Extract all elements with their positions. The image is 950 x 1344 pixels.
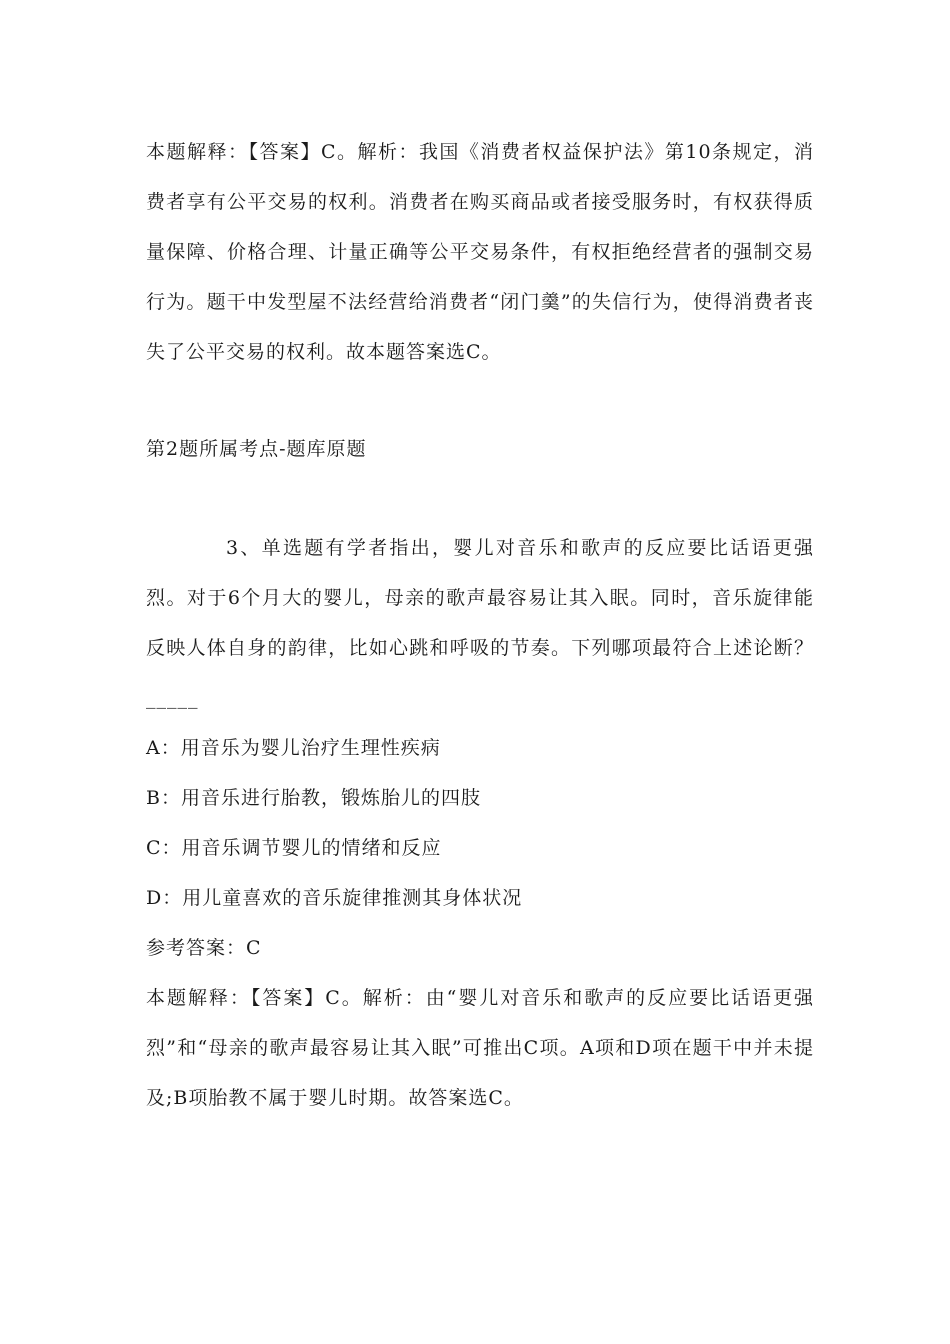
- option-a: A：用音乐为婴儿治疗生理性疾病: [146, 737, 441, 759]
- spacer: [146, 474, 814, 523]
- explanation-paragraph-q2: 本题解释：【答案】C。解析：我国《消费者权益保护法》第10条规定，消费者享有公平交易的权利。消费者在购买商品或者接受服务时，有权获得质量保障、价格合理、计量正确等公平交易条件，有权拒绝经营者的强制交易行为。题干中发型屋不法经营给消费者“闭门羹”的失信行为，使得消费者丧失了公平交易的权利。故本题答案选C。: [146, 141, 814, 363]
- document-page: [146, 127, 814, 1123]
- reference-answer: 参考答案：C: [146, 937, 262, 959]
- spacer: [146, 377, 814, 424]
- question-stem: 3、单选题有学者指出，婴儿对音乐和歌声的反应要比话语更强烈。对于6个月大的婴儿，母亲的歌声最容易让其入眠。同时，音乐旋律能反映人体自身的韵律，比如心跳和呼吸的节奏。下列哪项最符合上述论断？_____: [146, 537, 814, 709]
- option-d: D：用儿童喜欢的音乐旋律推测其身体状况: [146, 887, 523, 909]
- option-b: B：用音乐进行胎教，锻炼胎儿的四肢: [146, 787, 481, 809]
- question-block-3: [146, 523, 814, 1123]
- explanation-paragraph-q3: 本题解释：【答案】C。解析：由“婴儿对音乐和歌声的反应要比话语更强烈”和“母亲的歌声最容易让其入眠”可推出C项。A项和D项在题干中并未提及;B项胎教不属于婴儿时期。故答案选C。: [146, 987, 814, 1109]
- option-c: C：用音乐调节婴儿的情绪和反应: [146, 837, 442, 859]
- knowledge-point-label: 第2题所属考点-题库原题: [146, 438, 367, 460]
